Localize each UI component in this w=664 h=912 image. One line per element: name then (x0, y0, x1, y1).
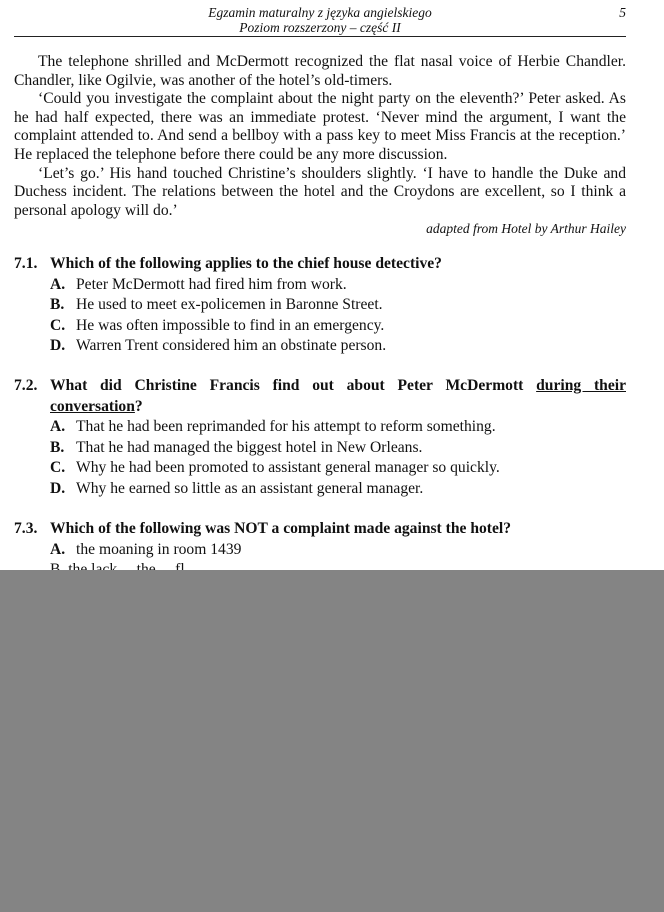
passage-source: adapted from Hotel by Arthur Hailey (426, 221, 626, 237)
reading-passage (14, 53, 626, 238)
answer-option (14, 479, 626, 500)
question-text: Which of the following applies to the chief house detective? (50, 255, 442, 272)
option-text: Why he earned so little as an assistant general manager. (76, 479, 424, 497)
option-text: He was often impossible to find in an emergency. (76, 316, 385, 334)
option-letter: D. (50, 337, 66, 354)
question-7-1 (14, 254, 626, 357)
option-text: He used to meet ex-policemen in Baronne Street. (76, 296, 383, 313)
question-text-end: ? (134, 397, 143, 415)
page-header (14, 4, 626, 37)
question-stem (14, 254, 626, 275)
header-exam-level: Poziom rozszerzony – część II (239, 20, 401, 35)
answer-option (14, 458, 626, 479)
answer-option (14, 316, 626, 337)
cut-off-line (50, 562, 250, 570)
option-text: the moaning in room 1439 (76, 540, 242, 558)
option-letter: B. (50, 296, 65, 313)
option-letter: A. (50, 418, 66, 435)
header-exam-title: Egzamin maturalny z języka angielskiego (208, 5, 432, 20)
option-text: Warren Trent considered him an obstinate person. (76, 337, 387, 354)
option-text: Why he had been promoted to assistant general manager so quickly. (76, 459, 500, 476)
answer-option (14, 295, 626, 316)
question-text (50, 376, 626, 417)
question-text: Which of the following was NOT a complaint made against the hotel? (50, 520, 512, 537)
option-letter: C. (50, 459, 66, 476)
answer-option (14, 438, 626, 459)
question-7-3 (14, 519, 626, 560)
question-text-underlined: during their conversation (50, 377, 626, 415)
option-letter: B. (50, 438, 65, 456)
question-number: 7.3. (14, 520, 38, 537)
question-stem (14, 376, 626, 417)
option-letter: A. (50, 540, 66, 558)
page-number: 5 (619, 5, 626, 20)
passage-paragraph: ‘Let’s go.’ His hand touched Christine’s shoulders slightly. ‘I have to handle the Duke and Duchess incident. The relations between the hotel and the Croydons are excellent, so I think a personal apology will do.’ (14, 164, 626, 219)
question-7-2 (14, 376, 626, 499)
question-stem (14, 519, 626, 540)
grey-overlay (0, 570, 664, 912)
answer-option (14, 336, 626, 357)
answer-option (14, 417, 626, 438)
option-letter: C. (50, 316, 66, 334)
question-number: 7.2. (14, 377, 38, 394)
answer-option (14, 540, 626, 561)
question-text-start: What did Christine Francis find out about Peter McDermott (50, 377, 537, 394)
option-text: That he had managed the biggest hotel in New Orleans. (76, 438, 423, 456)
answer-option (14, 275, 626, 296)
passage-paragraph: The telephone shrilled and McDermott recognized the flat nasal voice of Herbie Chandler. Chandler, like Ogilvie, was another of the hotel’s old-timers. (14, 53, 626, 89)
option-letter: A. (50, 275, 66, 293)
question-number: 7.1. (14, 255, 38, 272)
option-letter: D. (50, 479, 66, 497)
option-text: Peter McDermott had fired him from work. (76, 275, 347, 293)
option-text: That he had been reprimanded for his attempt to reform something. (76, 418, 496, 435)
passage-paragraph: ‘Could you investigate the complaint about the night party on the eleventh?’ Peter asked. As he had half expected, there was an immediate protest. ‘Never mind the argument, I want the complaint attended to. And send a bellboy with a pass key to meet Miss Francis at the reception.’ He replaced the telephone before there could be any more discussion. (14, 90, 626, 163)
